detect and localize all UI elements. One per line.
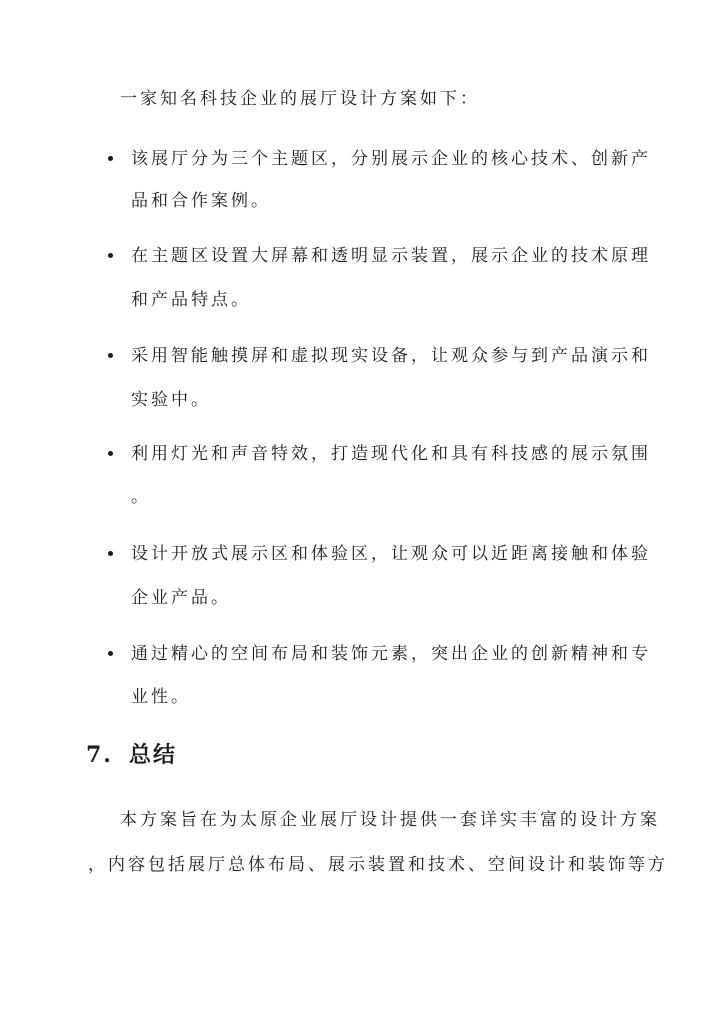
bullet-dot-icon: [108, 651, 113, 656]
bullet-line-1: 通过精心的空间布局和装饰元素，突出企业的创新精神和专: [131, 644, 651, 664]
bullet-dot-icon: [108, 551, 113, 556]
bullet-line-1: 在主题区设置大屏幕和透明显示装置，展示企业的技术原理: [131, 246, 651, 266]
bullet-line-2: 实验中。: [131, 390, 211, 410]
bullet-dot-icon: [108, 253, 113, 258]
section-number: 7.: [86, 742, 113, 768]
bullet-line-2: 。: [131, 487, 151, 507]
section-heading: [86, 739, 177, 771]
bullet-dot-icon: [108, 451, 113, 456]
bullet-dot-icon: [108, 353, 113, 358]
bullet-line-1: 该展厅分为三个主题区，分别展示企业的核心技术、创新产: [131, 149, 651, 169]
bullet-line-2: 和产品特点。: [131, 290, 251, 310]
bullet-line-1: 利用灯光和声音特效，打造现代化和具有科技感的展示氛围: [131, 444, 651, 464]
section-title: 总结: [128, 742, 177, 768]
summary-line-2: ，内容包括展厅总体布局、展示装置和技术、空间设计和装饰等方: [88, 855, 668, 875]
bullet-dot-icon: [108, 156, 113, 161]
bullet-line-2: 品和合作案例。: [131, 191, 271, 211]
bullet-line-1: 采用智能触摸屏和虚拟现实设备，让观众参与到产品演示和: [131, 346, 651, 366]
bullet-line-2: 业性。: [131, 687, 191, 707]
summary-line-1: 本方案旨在为太原企业展厅设计提供一套详实丰富的设计方案: [120, 810, 660, 830]
bullet-line-2: 企业产品。: [131, 588, 231, 608]
bullet-line-1: 设计开放式展示区和体验区，让观众可以近距离接触和体验: [131, 544, 651, 564]
intro-text: 一家知名科技企业的展厅设计方案如下：: [120, 89, 480, 109]
